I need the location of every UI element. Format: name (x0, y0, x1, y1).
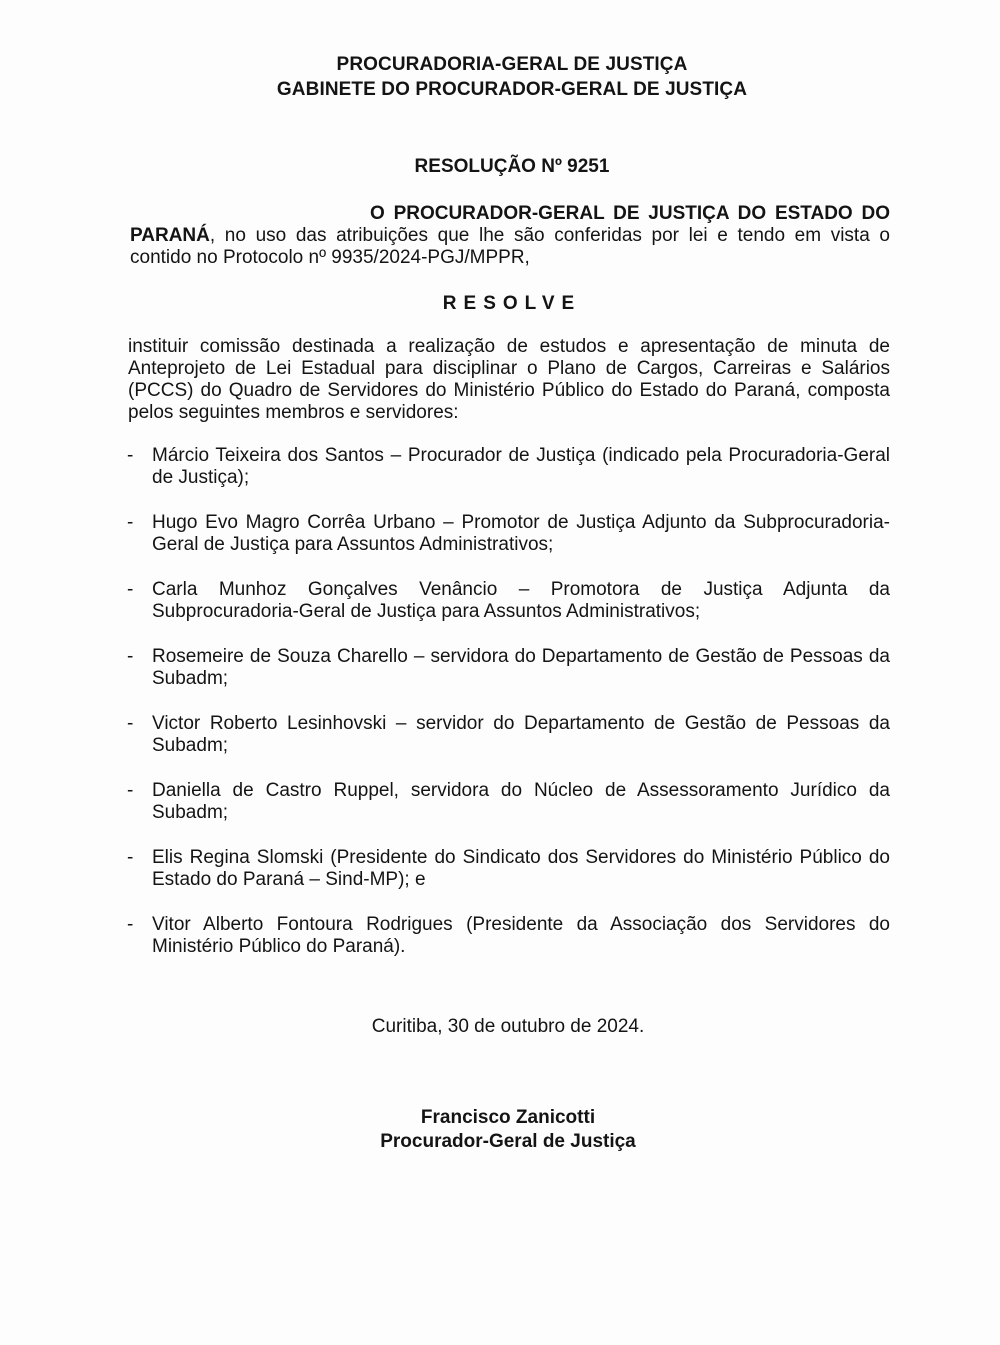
list-item (124, 646, 890, 713)
date-line: Curitiba, 30 de outubro de 2024. (371, 1016, 645, 1037)
signatory-title: Procurador-Geral de Justiça (380, 1131, 636, 1152)
list-item (124, 780, 890, 847)
member-text: Márcio Teixeira dos Santos – Procurador de Justiça (indicado pela Procuradoria-Geral de Justiça); (152, 445, 890, 488)
resolve-title: RESOLVE (442, 293, 582, 314)
member-text: Daniella de Castro Ruppel, servidora do Núcleo de Assessoramento Jurídico da Subadm; (152, 780, 890, 823)
list-item (124, 445, 890, 512)
list-item (124, 579, 890, 646)
document-header (0, 52, 1000, 102)
bullet-dash: - (127, 914, 134, 935)
bullet-dash: - (127, 512, 134, 533)
member-text: Vitor Alberto Fontoura Rodrigues (Presidente da Associação dos Servidores do Ministério Público do Paraná). (152, 914, 890, 957)
member-text: Victor Roberto Lesinhovski – servidor do Departamento de Gestão de Pessoas da Subadm; (152, 713, 890, 756)
members-list (124, 445, 890, 981)
bullet-dash: - (127, 847, 134, 868)
bullet-dash: - (127, 780, 134, 801)
bullet-dash: - (127, 713, 134, 734)
preamble-paragraph (130, 203, 890, 269)
signatory-name: Francisco Zanicotti (420, 1107, 596, 1128)
member-text: Rosemeire de Souza Charello – servidora do Departamento de Gestão de Pessoas da Subadm; (152, 646, 890, 689)
member-text: Hugo Evo Magro Corrêa Urbano – Promotor de Justiça Adjunto da Subprocuradoria-Geral de Justiça para Assuntos Administrativos; (152, 512, 890, 555)
signature-block (0, 1106, 1000, 1154)
member-text: Elis Regina Slomski (Presidente do Sindicato dos Servidores do Ministério Público do Estado do Paraná – Sind-MP); e (152, 847, 890, 890)
list-item (124, 914, 890, 981)
preamble-authority: O PROCURADOR-GERAL DE JUSTIÇA DO ESTADO DO PARANÁ (130, 203, 890, 246)
preamble-text: , no uso das atribuições que lhe são conferidas por lei e tendo em vista o contido no Protocolo nº 9935/2024-PGJ/MPPR, (130, 225, 890, 268)
list-item (124, 512, 890, 579)
header-line-1: PROCURADORIA-GERAL DE JUSTIÇA (336, 54, 688, 75)
bullet-dash: - (127, 445, 134, 466)
resolution-number: RESOLUÇÃO Nº 9251 (414, 156, 610, 177)
member-text: Carla Munhoz Gonçalves Venâncio – Promotora de Justiça Adjunta da Subprocuradoria-Geral de Justiça para Assuntos Administrativos; (152, 579, 890, 622)
list-item (124, 847, 890, 914)
resolution-body: instituir comissão destinada a realização de estudos e apresentação de minuta de Anteprojeto de Lei Estadual para disciplinar o Plano de Cargos, Carreiras e Salários (PCCS) do Quadro de Servidores do Ministério Público do Estado do Paraná, composta pelos seguintes membros e servidores: (128, 336, 890, 423)
bullet-dash: - (127, 579, 134, 600)
list-item (124, 713, 890, 780)
bullet-dash: - (127, 646, 134, 667)
header-line-2: GABINETE DO PROCURADOR-GERAL DE JUSTIÇA (276, 79, 748, 100)
